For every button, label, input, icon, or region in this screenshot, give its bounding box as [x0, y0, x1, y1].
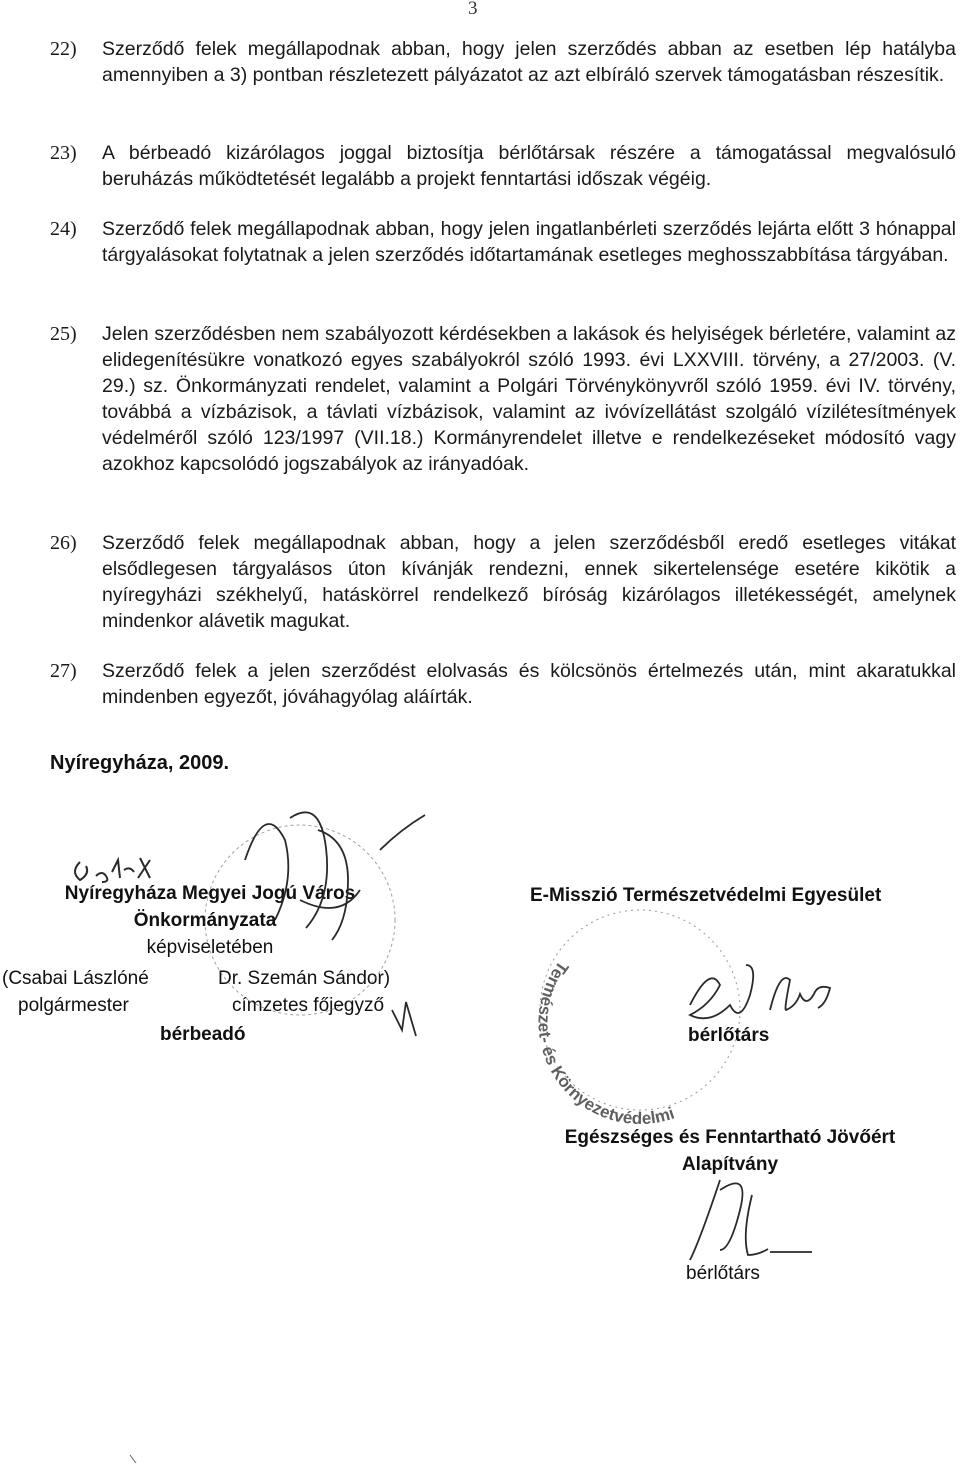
lessor-role: bérbeadó — [160, 1024, 246, 1045]
pen-mark — [130, 1455, 136, 1463]
paragraph-23 — [50, 140, 956, 192]
svg-text:Természet- és Környezetvédelmi — [534, 958, 676, 1129]
signer-2-title: címzetes főjegyző — [232, 995, 385, 1016]
paragraph-text: Szerződő felek a jelen szerződést elolvasás és kölcsönös értelmezés után, mint akaratukkal mindenben egyezőt, jóváhagyólag aláírták. — [102, 660, 956, 708]
paragraph-text: Szerződő felek megállapodnak abban, hogy jelen ingatlanbérleti szerződés lejárta előtt 3 hónappal tárgyalásokat folytatnak a jelen szerződés időtartamának esetleges meghosszabbítása tárgyában. — [102, 218, 956, 266]
paragraph-24 — [50, 216, 956, 268]
signer-2-name: Dr. Szemán Sándor) — [218, 968, 391, 989]
paragraph-number: 22) — [50, 38, 77, 60]
paragraph-22 — [50, 36, 956, 88]
paragraph-number: 24) — [50, 218, 77, 240]
lessor-signature-block — [0, 880, 420, 961]
tenant-2-name-line1: Egészséges és Fenntartható Jövőért — [564, 1127, 896, 1148]
paragraph-text: A bérbeadó kizárólagos joggal biztosítja bérlőtársak részére a támogatással megvalósuló beruházás működtetését legalább a projekt fenntartási időszak végéig. — [102, 142, 956, 190]
tenant-2-name — [530, 1124, 930, 1178]
tenant-1-stamp — [534, 910, 740, 1128]
lessor-representation: képviseletében — [146, 937, 274, 958]
lessor-name-line2: Önkormányzata — [133, 910, 277, 931]
paragraph-27 — [50, 658, 956, 710]
place-date: Nyíregyháza, 2009. — [50, 752, 229, 774]
signer-1-title: polgármester — [18, 995, 129, 1016]
tenant-1-name: E-Misszió Természetvédelmi Egyesület — [530, 885, 882, 906]
tenant-1-role: bérlőtárs — [688, 1025, 770, 1046]
paragraph-number: 25) — [50, 323, 77, 345]
signature-tenant-2 — [690, 1180, 812, 1260]
paragraph-25 — [50, 321, 956, 477]
paragraph-number: 23) — [50, 142, 77, 164]
signature-csabai — [75, 858, 150, 882]
paragraph-text: Jelen szerződésben nem szabályozott kérdésekben a lakások és helyiségek bérletére, valamint az elidegenítésükre vonatkozó egyes szabályokról szóló 1993. évi LXXVIII. törvény, a 27/2003. (V. 29.) sz. Önkormányzati rendelet, valamint a Polgári Törvénykönyvről szóló 1959. évi IV. törvény, továbbá a vízbázisok, a távlati vízbázisok, valamint az ivóvízellátást szolgáló vízilétesítmények védelméről szóló 123/1997 (VII.18.) Kormányrendelet illetve e rendelkezéseket módosító vagy azokhoz kapcsolódó jogszabályok az irányadóak. — [102, 323, 956, 475]
paragraph-26 — [50, 530, 956, 634]
signature-tenant-1b — [770, 978, 830, 1010]
paragraph-text: Szerződő felek megállapodnak abban, hogy jelen szerződés abban az esetben lép hatályba amennyiben a 3) pontban részletezett pályázatot az azt elbíráló szervek támogatásban részesítik. — [102, 38, 956, 86]
tenant-2-role: bérlőtárs — [686, 1263, 760, 1284]
signature-tenant-1a — [690, 965, 753, 1018]
paragraph-text: Szerződő felek megállapodnak abban, hogy a jelen szerződésből eredő esetleges vitákat elsődlegesen tárgyalásos úton kívánják rendezni, ennek sikertelensége esetére kikötik a nyíregyházi székhelyű, hatáskörrel rendelkező bíróság kizárólagos illetékességét, amelynek mindenkor alávetik magukat. — [102, 532, 956, 632]
signer-1-name: (Csabai Lászlóné — [2, 968, 149, 989]
tenant-2-name-line2: Alapítvány — [681, 1154, 779, 1175]
paragraph-number: 26) — [50, 532, 77, 554]
stamp-text: Természet- és Környezetvédelmi — [534, 957, 677, 1129]
lessor-name-line1: Nyíregyháza Megyei Jogú Város — [64, 883, 356, 904]
paragraph-number: 27) — [50, 660, 77, 682]
page-number: 3 — [468, 0, 478, 19]
